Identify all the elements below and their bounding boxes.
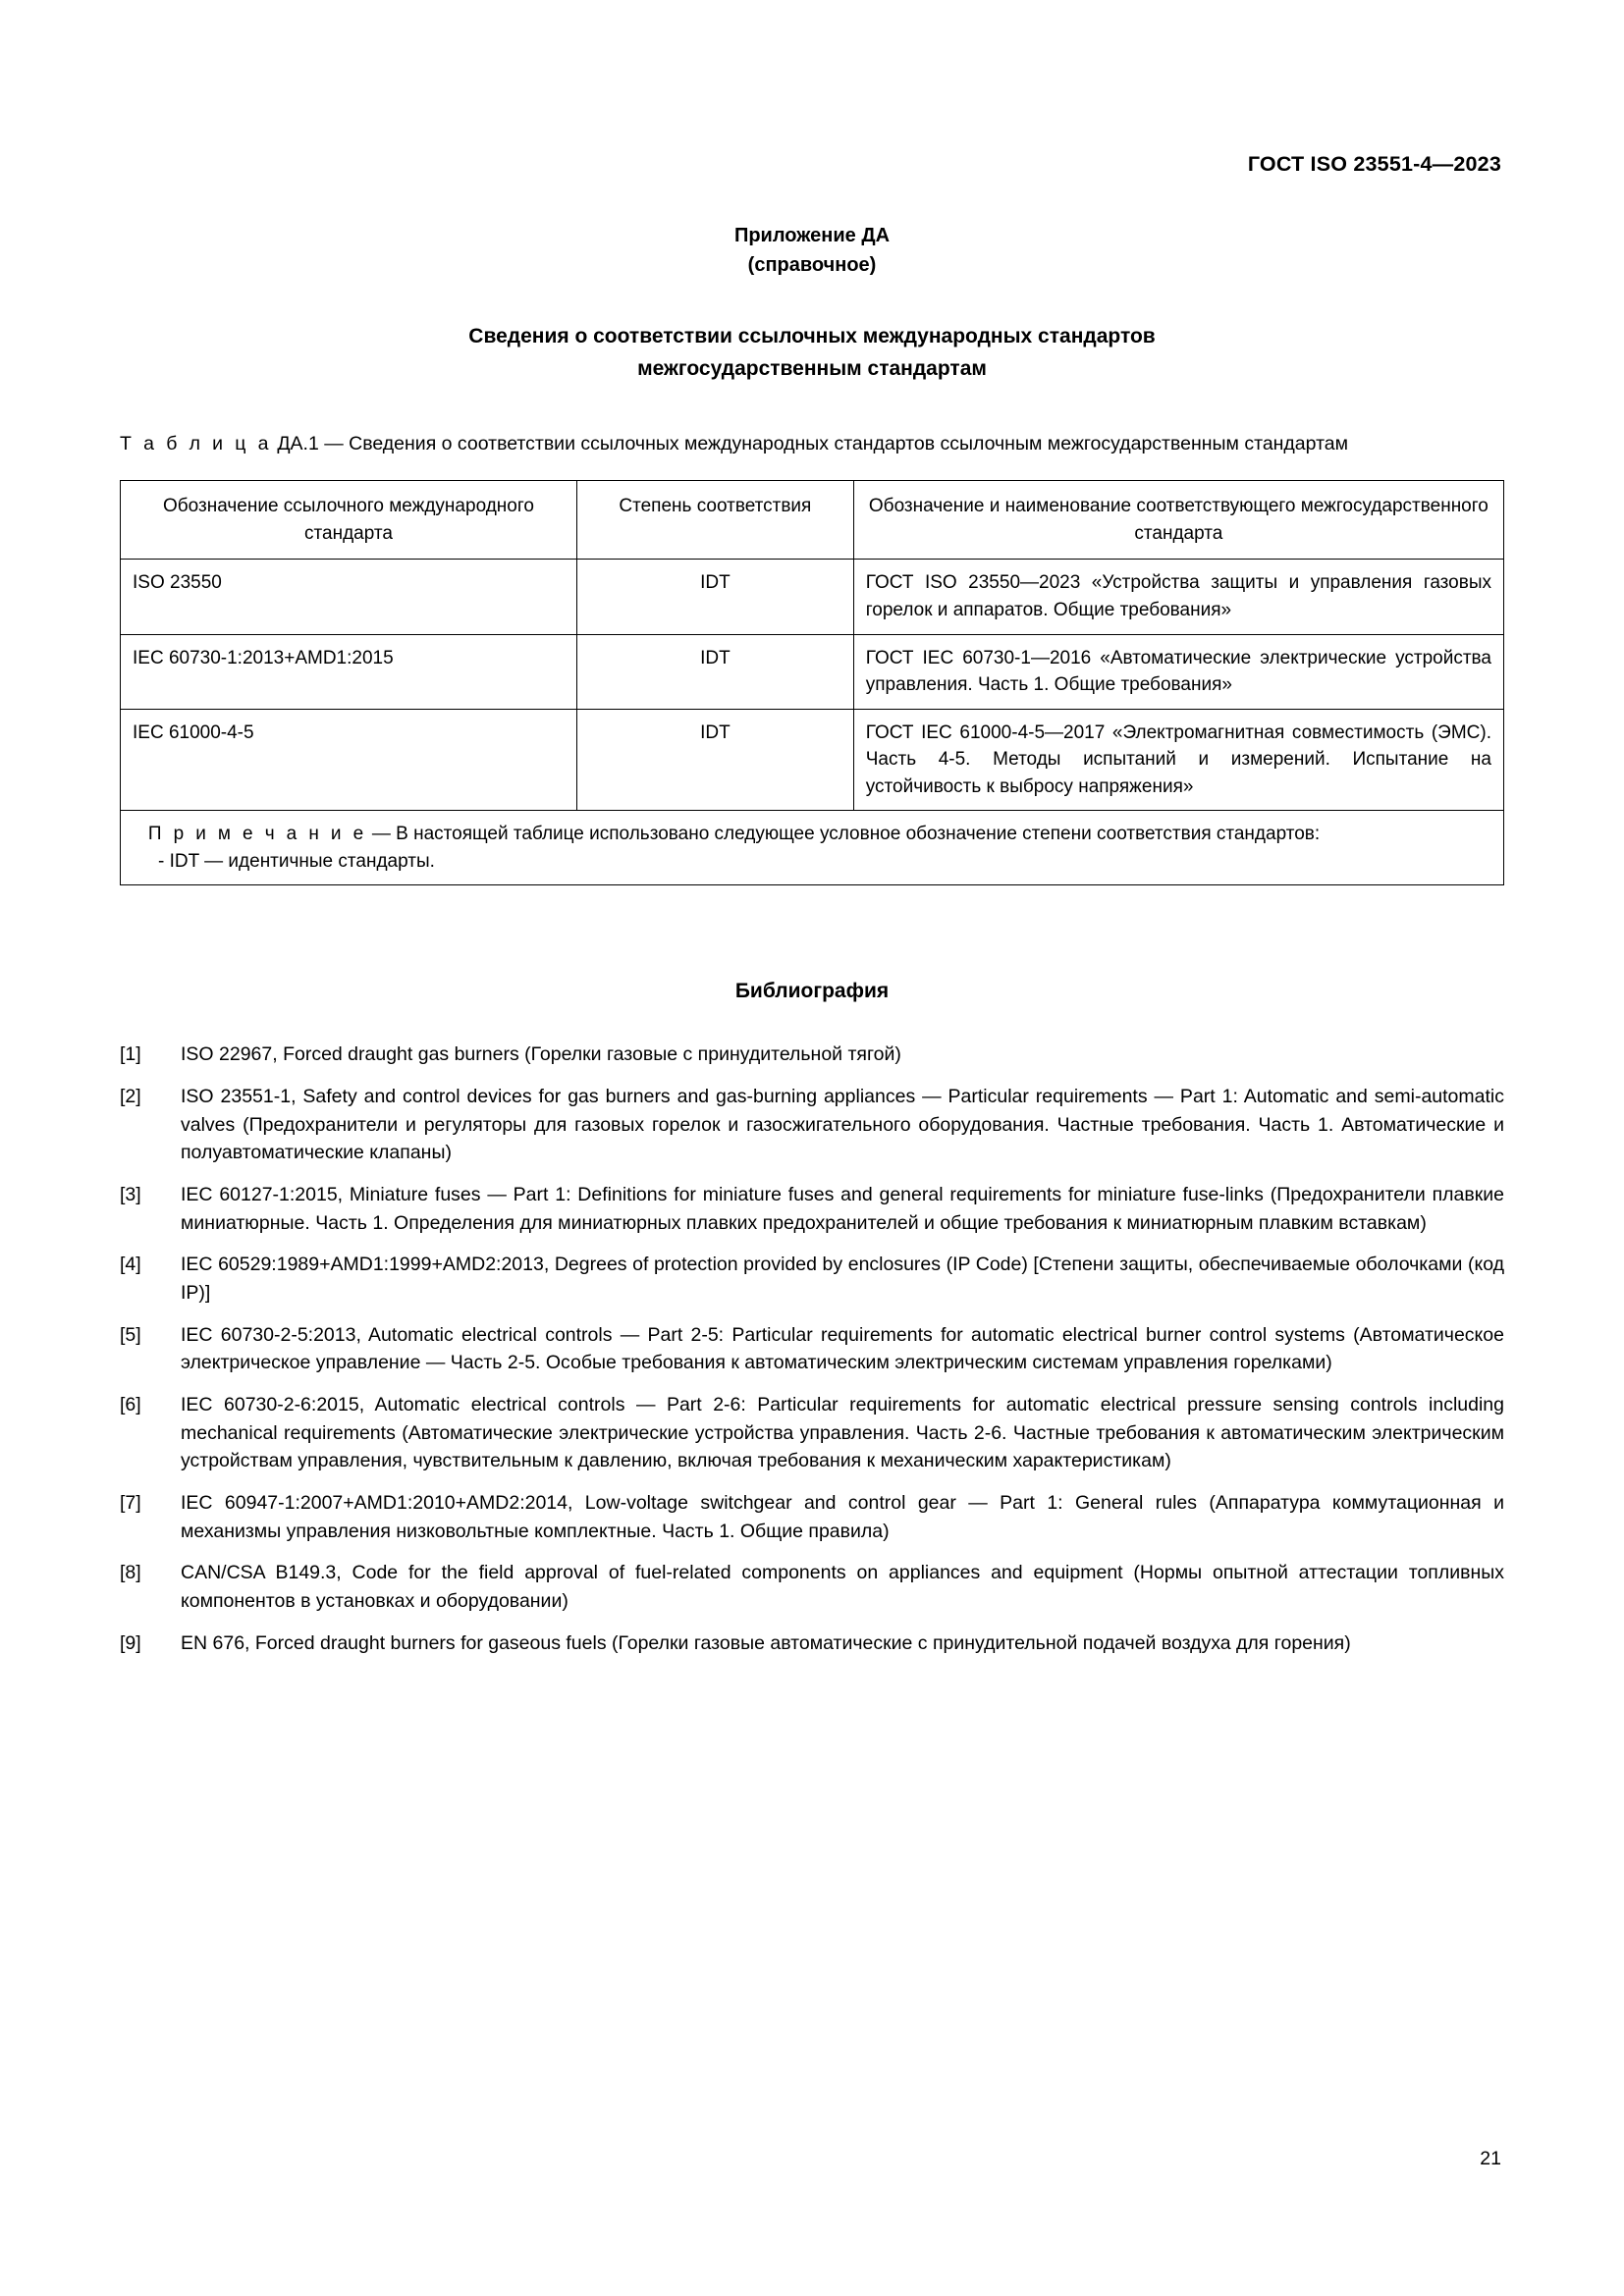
bibliography-item bbox=[120, 1391, 1504, 1475]
table-header-reference-standard: Обозначение ссылочного международного стандарта bbox=[121, 481, 577, 560]
annex-heading-line-2: межгосударственным стандартам bbox=[637, 356, 987, 380]
cell-national-standard: ГОСТ IEC 60730-1—2016 «Автоматические электрические устройства управления. Часть 1. Общие требования» bbox=[853, 634, 1503, 709]
cell-reference-standard: ISO 23550 bbox=[121, 560, 577, 634]
table-caption-label: Т а б л и ц а bbox=[120, 433, 272, 455]
table-row bbox=[121, 709, 1504, 811]
annex-heading-line-1: Сведения о соответствии ссылочных международных стандартов bbox=[468, 325, 1156, 347]
bibliography-item bbox=[120, 1083, 1504, 1167]
cell-degree: IDT bbox=[576, 709, 853, 811]
bibliography-item-number: [9] bbox=[120, 1631, 141, 1654]
table-caption-number: ДА.1 bbox=[277, 433, 319, 455]
bibliography-item bbox=[120, 1181, 1504, 1237]
bibliography-item bbox=[120, 1489, 1504, 1545]
bibliography-item-text: ISO 22967, Forced draught gas burners (Горелки газовые с принудительной тягой) bbox=[181, 1043, 901, 1066]
bibliography-item bbox=[120, 1559, 1504, 1615]
table-header-degree-of-compliance: Степень соответствия bbox=[576, 481, 853, 560]
bibliography-item-number: [8] bbox=[120, 1562, 141, 1584]
cell-national-standard: ГОСТ IEC 61000-4-5—2017 «Электромагнитная совместимость (ЭМС). Часть 4-5. Методы испытаний и измерений. Испытание на устойчивость к выбросу напряжения» bbox=[853, 709, 1503, 811]
table-note-row bbox=[121, 811, 1504, 885]
bibliography-item-text: IEC 60730-2-6:2015, Automatic electrical controls — Part 2-6: Particular requirements for automatic electrical pressure sensing controls including mechanical requirements (Автоматические электрические устройства управления. Часть 2-6. Частные требования к автоматическим электрическим устройствам управления, чувствительным к давлению, включая требования к механическим характеристикам) bbox=[181, 1393, 1504, 1472]
table-caption-text: — Сведения о соответствии ссылочных международных стандартов ссылочным межгосударственным стандартам bbox=[324, 433, 1349, 455]
table-note bbox=[121, 811, 1504, 885]
bibliography-item-number: [2] bbox=[120, 1086, 141, 1108]
bibliography-item bbox=[120, 1321, 1504, 1377]
table-header-national-standard: Обозначение и наименование соответствующего межгосударственного стандарта bbox=[853, 481, 1503, 560]
cell-reference-standard: IEC 61000-4-5 bbox=[121, 709, 577, 811]
bibliography-item bbox=[120, 1629, 1504, 1658]
cell-national-standard: ГОСТ ISO 23550—2023 «Устройства защиты и управления газовых горелок и аппаратов. Общие требования» bbox=[853, 560, 1503, 634]
bibliography-item-number: [6] bbox=[120, 1393, 141, 1415]
bibliography-item-number: [7] bbox=[120, 1491, 141, 1514]
annex-subtitle: (справочное) bbox=[747, 254, 877, 276]
bibliography-item-text: IEC 60730-2-5:2013, Automatic electrical controls — Part 2-5: Particular requirements for automatic electrical burner control systems (Автоматическое электрическое управление — Часть 2-5. Особые требования к автоматическим электрическим системам управления горелками) bbox=[181, 1323, 1504, 1374]
table-row bbox=[121, 560, 1504, 634]
table-note-item: - IDT — идентичные стандарты. bbox=[158, 850, 435, 872]
table-caption bbox=[120, 430, 1504, 458]
bibliography-item bbox=[120, 1251, 1504, 1307]
bibliography-item-number: [5] bbox=[120, 1323, 141, 1346]
page-header-standard-id: ГОСТ ISO 23551-4—2023 bbox=[1247, 152, 1501, 176]
bibliography-item-number: [4] bbox=[120, 1254, 141, 1276]
bibliography-title: Библиография bbox=[734, 980, 890, 1003]
bibliography-item-text: IEC 60947-1:2007+AMD1:2010+AMD2:2014, Low-voltage switchgear and control gear — Part 1: General rules (Аппаратура коммутационная и механизмы управления низковольтные комплектные. Часть 1. Общие правила) bbox=[181, 1491, 1504, 1542]
page-content bbox=[120, 211, 1504, 1671]
cell-degree: IDT bbox=[576, 560, 853, 634]
cell-degree: IDT bbox=[576, 634, 853, 709]
bibliography-item-text: CAN/CSA B149.3, Code for the field approval of fuel-related components on appliances and equipment (Нормы опытной аттестации топливных компонентов в установках и оборудовании) bbox=[181, 1562, 1504, 1612]
bibliography-item-number: [3] bbox=[120, 1183, 141, 1205]
annex-title: Приложение ДА bbox=[733, 225, 891, 246]
table-note-label: П р и м е ч а н и е bbox=[147, 824, 367, 845]
compliance-table bbox=[120, 480, 1504, 885]
bibliography-item-text: IEC 60127-1:2015, Miniature fuses — Part 1: Definitions for miniature fuses and general requirements for miniature fuse-links (Предохранители плавкие миниатюрные. Часть 1. Определения для миниатюрных плавких предохранителей и общие требования к миниатюрным плавким вставкам) bbox=[181, 1183, 1504, 1234]
table-header-row bbox=[121, 481, 1504, 560]
bibliography-item-number: [1] bbox=[120, 1043, 141, 1066]
bibliography-item-text: EN 676, Forced draught burners for gaseous fuels (Горелки газовые автоматические с принудительной подачей воздуха для горения) bbox=[181, 1631, 1351, 1654]
page-number: 21 bbox=[1480, 2148, 1501, 2169]
bibliography-item-text: ISO 23551-1, Safety and control devices for gas burners and gas-burning appliances — Particular requirements — Part 1: Automatic and semi-automatic valves (Предохранители и регуляторы для газовых горелок и газосжигательного оборудования. Частные требования. Часть 1. Автоматические и полуавтоматические клапаны) bbox=[181, 1086, 1504, 1164]
bibliography-item-text: IEC 60529:1989+AMD1:1999+AMD2:2013, Degrees of protection provided by enclosures (IP Code) [Степени защиты, обеспечиваемые оболочками (код IP)] bbox=[181, 1254, 1504, 1304]
bibliography-item bbox=[120, 1041, 1504, 1069]
table-note-text: — В настоящей таблице использовано следующее условное обозначение степени соответствия стандартов: bbox=[371, 824, 1321, 845]
bibliography-list bbox=[120, 1041, 1504, 1657]
annex-heading bbox=[120, 321, 1504, 385]
cell-reference-standard: IEC 60730-1:2013+AMD1:2015 bbox=[121, 634, 577, 709]
table-row bbox=[121, 634, 1504, 709]
